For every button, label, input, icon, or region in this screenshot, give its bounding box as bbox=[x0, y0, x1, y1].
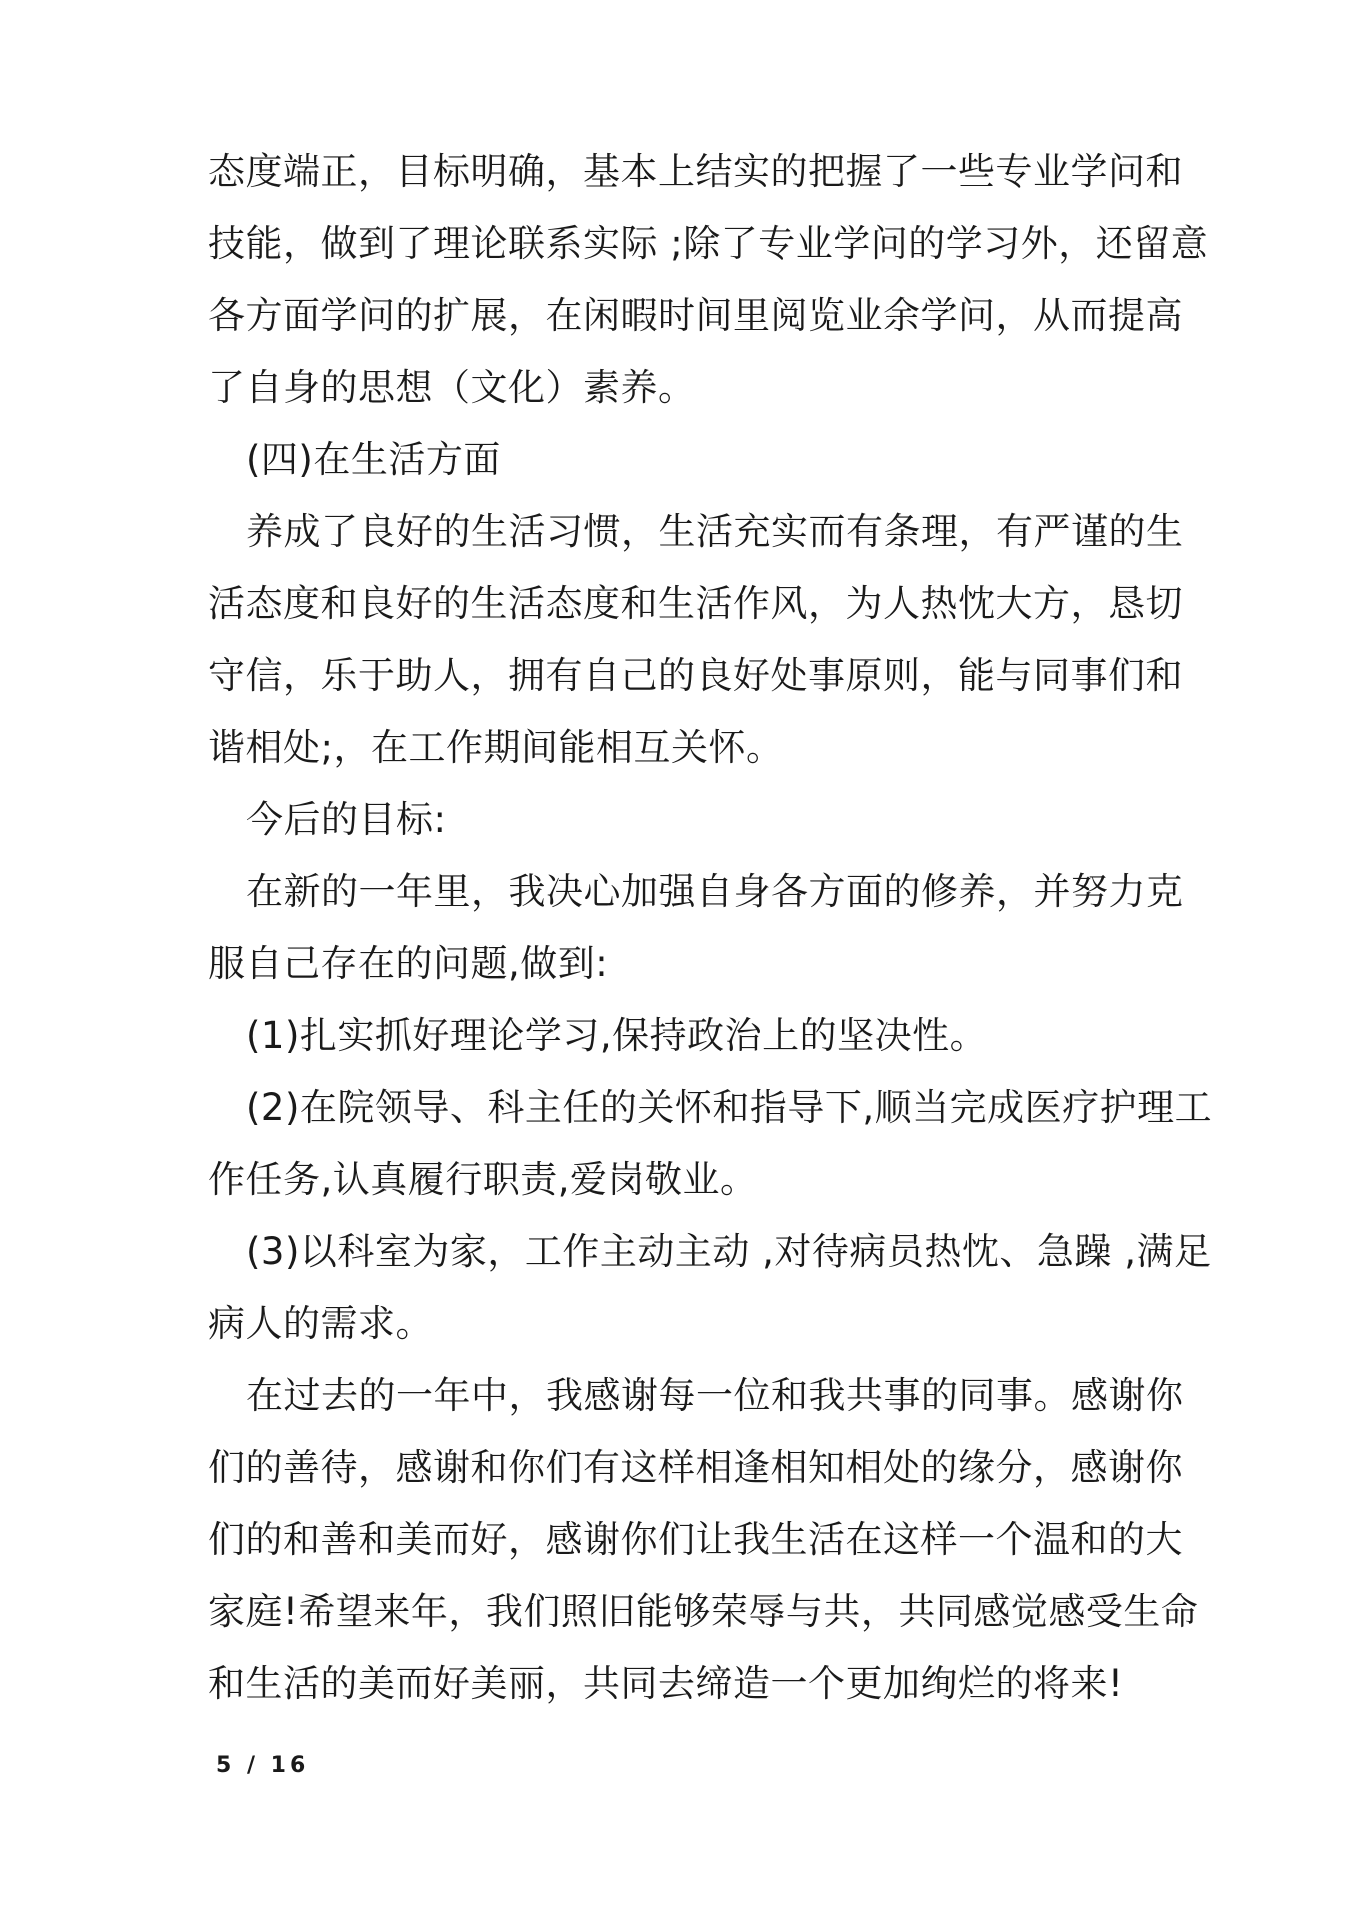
text-line: 态度端正，目标明确，基本上结实的把握了一些专业学问和 bbox=[208, 150, 1183, 193]
text-line: 在过去的一年中，我感谢每一位和我共事的同事。感谢你 bbox=[246, 1374, 1184, 1417]
section-heading: 今后的目标: bbox=[246, 798, 447, 841]
text-line: 们的善待，感谢和你们有这样相逢相知相处的缘分，感谢你 bbox=[208, 1446, 1183, 1489]
text-line: 守信，乐于助人，拥有自己的良好处事原则，能与同事们和 bbox=[208, 654, 1183, 697]
text-line: 谐相处;，在工作期间能相互关怀。 bbox=[208, 726, 784, 769]
page-number: 5 / 16 bbox=[216, 1753, 310, 1778]
text-line: 和生活的美而好美丽，共同去缔造一个更加绚烂的将来! bbox=[208, 1662, 1124, 1705]
text-line: 作任务,认真履行职责,爱岗敬业。 bbox=[208, 1158, 758, 1201]
text-line: 病人的需求。 bbox=[208, 1302, 433, 1345]
text-line: 了自身的思想（文化）素养。 bbox=[208, 366, 696, 409]
document-body bbox=[208, 136, 1213, 1720]
text-line: 技能，做到了理论联系实际 ;除了专业学问的学习外，还留意 bbox=[208, 222, 1209, 265]
text-line: 家庭!希望来年，我们照旧能够荣辱与共，共同感觉感受生命 bbox=[208, 1590, 1199, 1633]
text-line: 在新的一年里，我决心加强自身各方面的修养，并努力克 bbox=[246, 870, 1184, 913]
text-line: 活态度和良好的生活态度和生活作风，为人热忱大方，恳切 bbox=[208, 582, 1183, 625]
text-line: 养成了良好的生活习惯，生活充实而有条理，有严谨的生 bbox=[246, 510, 1184, 553]
text-line: 们的和善和美而好，感谢你们让我生活在这样一个温和的大 bbox=[208, 1518, 1183, 1561]
section-heading: (四)在生活方面 bbox=[246, 438, 501, 481]
list-item: (3)以科室为家，工作主动主动 ,对待病员热忱、急躁 ,满足 bbox=[246, 1230, 1212, 1273]
text-line: 各方面学问的扩展，在闲暇时间里阅览业余学问，从而提高 bbox=[208, 294, 1183, 337]
text-line: 服自己存在的问题,做到: bbox=[208, 942, 609, 985]
list-item: (1)扎实抓好理论学习,保持政治上的坚决性。 bbox=[246, 1014, 988, 1057]
list-item: (2)在院领导、科主任的关怀和指导下,顺当完成医疗护理工 bbox=[246, 1086, 1213, 1129]
